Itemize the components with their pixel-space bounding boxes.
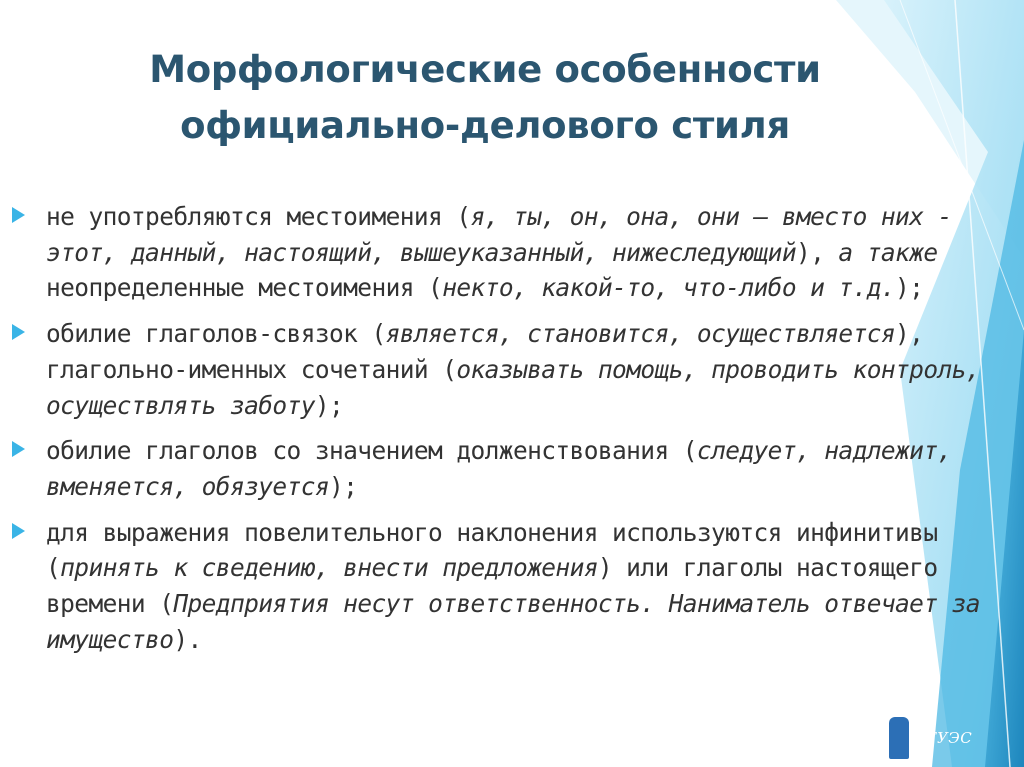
triangle-bullet-icon: [12, 523, 25, 539]
bullet-item: [46, 199, 1022, 306]
bullet-item: [46, 433, 1022, 504]
triangle-bullet-icon: [12, 207, 25, 223]
text-segment: );: [895, 273, 924, 303]
text-segment: ),: [795, 237, 839, 267]
slide-title: [60, 42, 910, 154]
triangle-bullet-icon: [12, 324, 25, 340]
italic-example: я, ты, он, она, они – вместо них - этот, данный, настоящий, вышеуказанный, нижеследующий: [46, 202, 952, 267]
italic-example: Предприятия несут ответственность. Наниматель отвечает за имущество: [46, 589, 980, 654]
emblem-icon: [889, 717, 909, 759]
italic-example: принять к сведению, внести предложения: [60, 553, 598, 583]
italic-example: некто, какой-то, что-либо и т.д.: [442, 273, 896, 303]
bullet-text: [46, 515, 1022, 658]
italic-example: является, становится, осуществляется: [385, 319, 896, 349]
italic-example: оказывать помощь, проводить контроль, осуществлять заботу: [46, 354, 980, 420]
university-logo: [889, 715, 1001, 763]
text-segment: не употребляются местоимения (: [46, 202, 471, 231]
slide-title-line-2: официально-делового стиля: [180, 104, 790, 147]
bullet-item: [46, 316, 1022, 423]
text-segment: обилие глаголов-связок (: [46, 319, 386, 349]
text-segment: обилие глаголов со значением долженствования (: [46, 436, 697, 466]
italic-example: следует, надлежит, вменяется, обязуется: [46, 436, 952, 501]
bullet-item: [46, 515, 1022, 658]
triangle-bullet-icon: [12, 441, 25, 457]
bullet-text: [46, 316, 1022, 423]
text-segment: );: [314, 390, 344, 420]
text-segment: для выражения повелительного наклонения используются инфинитивы (: [46, 517, 938, 583]
text-segment: ).: [173, 624, 202, 654]
slide-title-line-1: Морфологические особенности: [149, 48, 821, 91]
bullet-list: [46, 199, 1022, 667]
logo-text: ВГУЭС: [915, 729, 973, 747]
text-segment: ), глагольно-именных сочетаний (: [46, 319, 924, 384]
text-segment: ) или глаголы настоящего времени (: [46, 553, 938, 619]
text-segment: неопределенные местоимения (: [46, 273, 443, 303]
bullet-text: [46, 433, 1022, 504]
italic-example: а также: [838, 237, 938, 267]
text-segment: );: [329, 471, 358, 501]
bullet-text: [46, 199, 1022, 306]
